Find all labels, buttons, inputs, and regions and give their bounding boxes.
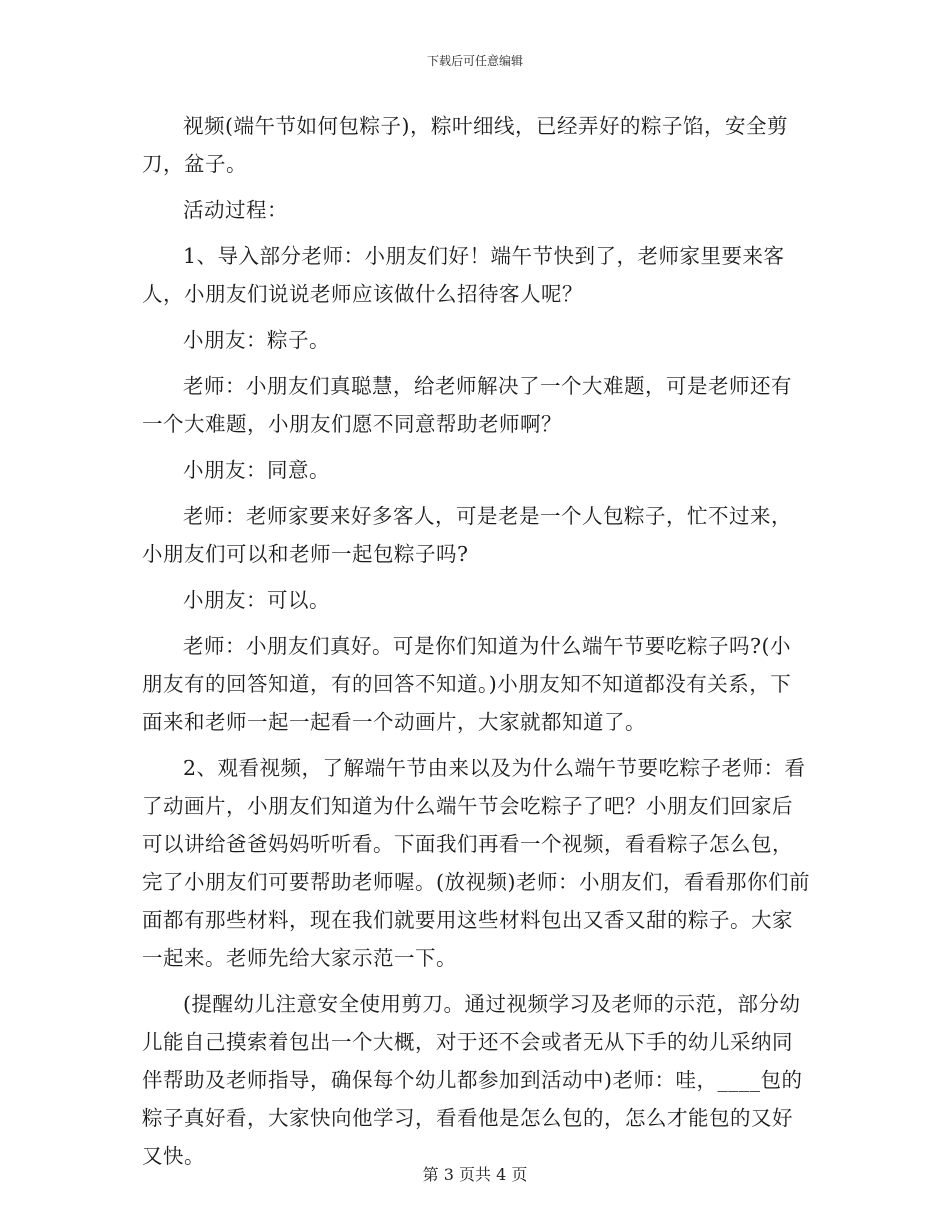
paragraph-teacher-3: 老师：小朋友们真好。可是你们知道为什么端午节要吃粽子吗?(小朋友有的回答知道，有的回答不知道。)小朋友知不知道都没有关系，下面来和老师一起一起看一个动画片，大家就都知道了。 xyxy=(142,634,792,734)
paragraph-teacher-2: 老师：老师家要来好多客人，可是老是一个人包粽子，忙不过来，小朋友们可以和老师一起包粽子吗? xyxy=(142,504,792,566)
paragraph-process-heading: 活动过程： xyxy=(183,198,288,222)
paragraph-child-reply-3: 小朋友：可以。 xyxy=(183,588,330,612)
paragraph-materials: 视频(端午节如何包粽子)，粽叶细线，已经弄好的粽子馅，安全剪刀，盆子。 xyxy=(142,114,788,176)
paragraph-teacher-1: 老师：小朋友们真聪慧，给老师解决了一个大难题，可是老师还有一个大难题，小朋友们愿不同意帮助老师啊？ xyxy=(142,374,792,436)
paragraph-child-reply-2: 小朋友：同意。 xyxy=(183,458,330,482)
document-body xyxy=(142,107,810,1175)
paragraph-intro: 1、导入部分老师：小朋友们好！端午节快到了，老师家里要来客人，小朋友们说说老师应该做什么招待客人呢？ xyxy=(142,244,785,306)
paragraph-safety-note: (提醒幼儿注意安全使用剪刀。通过视频学习及老师的示范，部分幼儿能自己摸索着包出一个大概，对于还不会或者无从下手的幼儿采纳同伴帮助及老师指导，确保每个幼儿都参加到活动中)老师：哇，____包的粽子真好看，大家快向他学习，看看他是怎么包的，怎么才能包的又好又快。 xyxy=(142,992,803,1168)
paragraph-child-reply-1: 小朋友：粽子。 xyxy=(183,328,330,352)
page-header: 下载后可任意编辑 xyxy=(426,54,523,68)
paragraph-video: 2、观看视频，了解端午节由来以及为什么端午节要吃粽子老师：看了动画片，小朋友们知道为什么端午节会吃粽子了吧？小朋友们回家后可以讲给爸爸妈妈听听看。下面我们再看一个视频，看看粽子怎么包，完了小朋友们可要帮助老师喔。(放视频)老师：小朋友们，看看那你们前面都有那些材料，现在我们就要用这些材料包出又香又甜的粽子。大家一起来。老师先给大家示范一下。 xyxy=(142,756,810,970)
page-number: 第 3 页共 4 页 xyxy=(422,1165,528,1184)
